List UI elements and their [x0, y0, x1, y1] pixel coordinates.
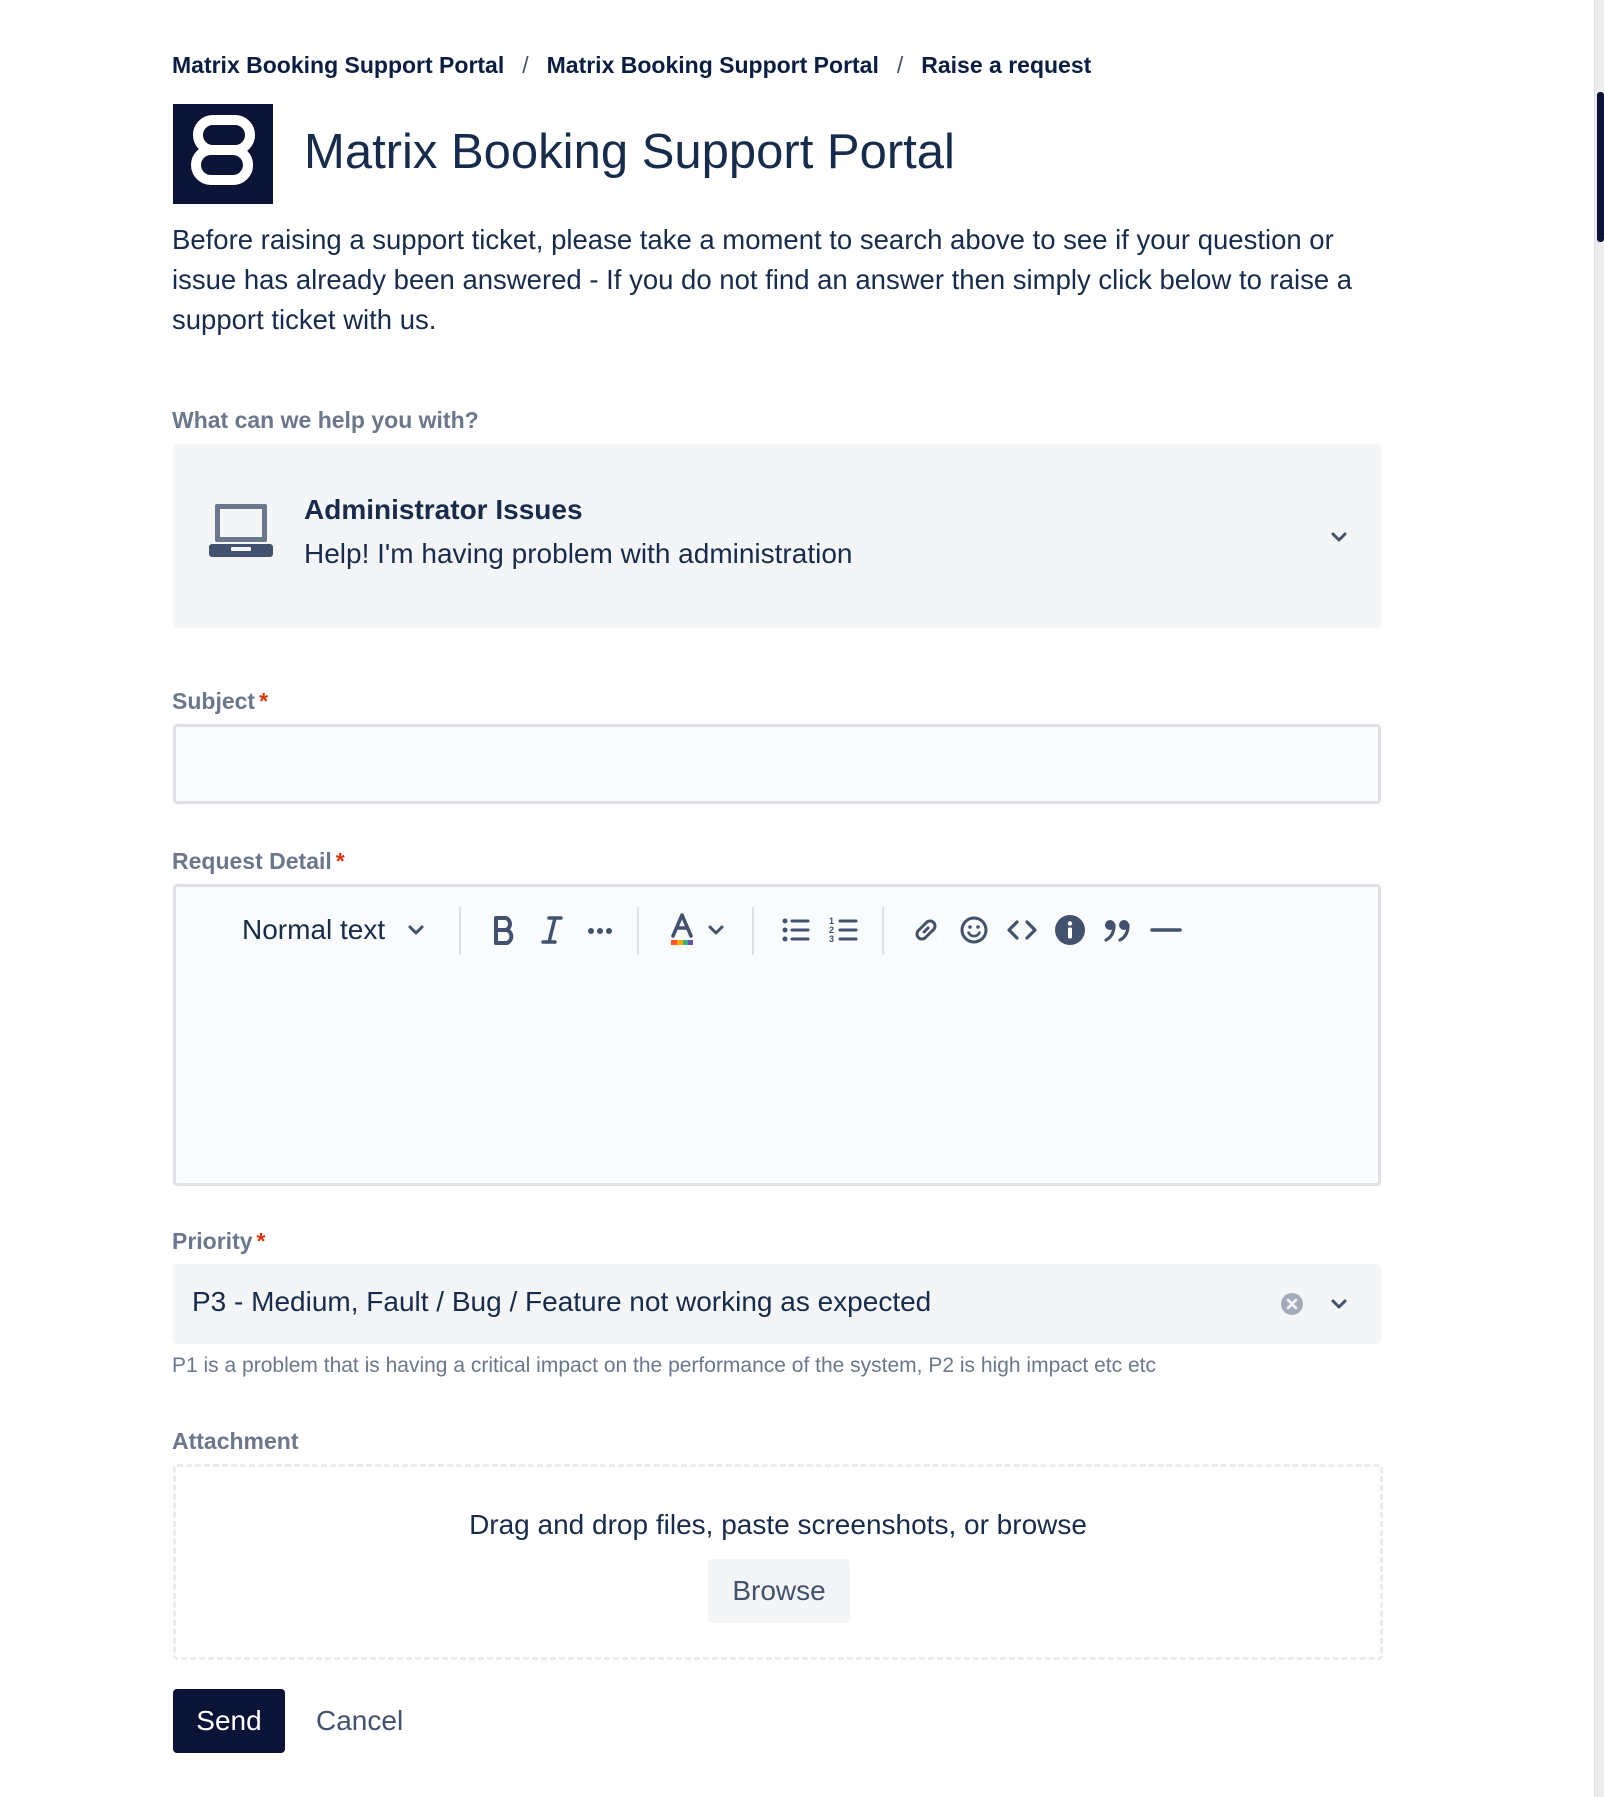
breadcrumb-separator: / — [896, 52, 904, 78]
svg-text:2: 2 — [829, 925, 835, 935]
toolbar-divider — [752, 907, 754, 955]
toolbar-divider — [882, 907, 884, 955]
request-type-select[interactable] — [173, 444, 1381, 628]
chevron-down-icon — [705, 919, 727, 941]
priority-selected-value: P3 - Medium, Fault / Bug / Feature not working as expected — [192, 1286, 932, 1317]
scrollbar-track[interactable] — [1594, 0, 1604, 1797]
bold-icon — [487, 913, 521, 947]
code-icon — [1005, 913, 1039, 947]
matrix-logo-icon — [173, 104, 273, 204]
priority-label-text: Priority — [172, 1228, 253, 1254]
emoji-button[interactable] — [957, 913, 991, 947]
intro-text: Before raising a support ticket, please take a moment to search above to see if your question or issue has already been answered - If you do not find an answer then simply click below to raise a support ticket with us. — [172, 224, 1353, 335]
request-type-label: What can we help you with? — [172, 407, 479, 433]
chevron-down-icon — [405, 919, 427, 941]
request-detail-label-text: Request Detail — [172, 848, 332, 874]
bullet-list-icon — [779, 913, 813, 947]
italic-button[interactable] — [535, 913, 569, 947]
code-button[interactable] — [1005, 913, 1039, 947]
browse-button[interactable]: Browse — [708, 1559, 850, 1623]
request-detail-label — [172, 848, 345, 875]
laptop-icon — [209, 502, 273, 562]
text-style-label: Normal text — [242, 914, 386, 945]
info-icon — [1053, 913, 1087, 947]
page-title: Matrix Booking Support Portal — [304, 125, 955, 179]
quote-button[interactable] — [1101, 913, 1135, 947]
chevron-down-icon[interactable] — [1328, 1293, 1350, 1315]
attachment-dropzone[interactable] — [173, 1464, 1383, 1660]
emoji-icon — [957, 913, 991, 947]
toolbar-divider — [459, 907, 461, 955]
numbered-list-button[interactable] — [827, 913, 861, 947]
italic-icon — [535, 913, 569, 947]
cancel-button[interactable]: Cancel — [310, 1689, 409, 1753]
breadcrumb-item-current[interactable]: Raise a request — [921, 52, 1092, 78]
priority-select[interactable] — [173, 1264, 1381, 1344]
svg-text:3: 3 — [829, 934, 835, 944]
more-formatting-button[interactable] — [583, 913, 617, 947]
link-icon — [909, 913, 943, 947]
text-color-button[interactable] — [665, 913, 727, 947]
breadcrumb-separator: / — [522, 52, 529, 78]
subject-input[interactable] — [173, 724, 1381, 804]
request-detail-editor[interactable] — [173, 884, 1381, 1186]
link-button[interactable] — [909, 913, 943, 947]
toolbar-divider — [637, 907, 639, 955]
text-style-dropdown[interactable] — [242, 913, 427, 947]
required-mark: * — [335, 848, 345, 874]
divider-button[interactable] — [1149, 913, 1183, 947]
bullet-list-button[interactable] — [779, 913, 813, 947]
scrollbar-thumb[interactable] — [1597, 92, 1604, 242]
send-button[interactable]: Send — [173, 1689, 285, 1753]
request-type-description: Help! I'm having problem with administration — [304, 538, 853, 569]
bold-button[interactable] — [487, 913, 521, 947]
clear-icon[interactable] — [1280, 1292, 1304, 1316]
numbered-list-icon — [827, 913, 861, 947]
subject-label — [172, 688, 268, 715]
more-icon — [583, 913, 617, 947]
priority-help-text: P1 is a problem that is having a critical impact on the performance of the system, P2 is high impact etc etc — [172, 1354, 1156, 1377]
chevron-down-icon[interactable] — [1328, 526, 1350, 548]
required-mark: * — [259, 688, 269, 714]
subject-label-text: Subject — [172, 688, 256, 714]
priority-label — [172, 1228, 265, 1255]
attachment-label: Attachment — [172, 1428, 299, 1454]
breadcrumb-item-portal[interactable]: Matrix Booking Support Portal — [546, 52, 879, 78]
dropzone-text: Drag and drop files, paste screenshots, or browse — [469, 1509, 1087, 1540]
svg-text:1: 1 — [829, 916, 835, 926]
divider-icon — [1149, 913, 1183, 947]
info-panel-button[interactable] — [1053, 913, 1087, 947]
request-type-name: Administrator Issues — [304, 494, 583, 525]
breadcrumb-item-portal-home[interactable]: Matrix Booking Support Portal — [172, 52, 505, 78]
breadcrumb — [172, 52, 1091, 79]
quote-icon — [1101, 913, 1135, 947]
required-mark: * — [256, 1228, 266, 1254]
text-color-icon — [665, 912, 699, 948]
portal-logo — [173, 104, 273, 204]
